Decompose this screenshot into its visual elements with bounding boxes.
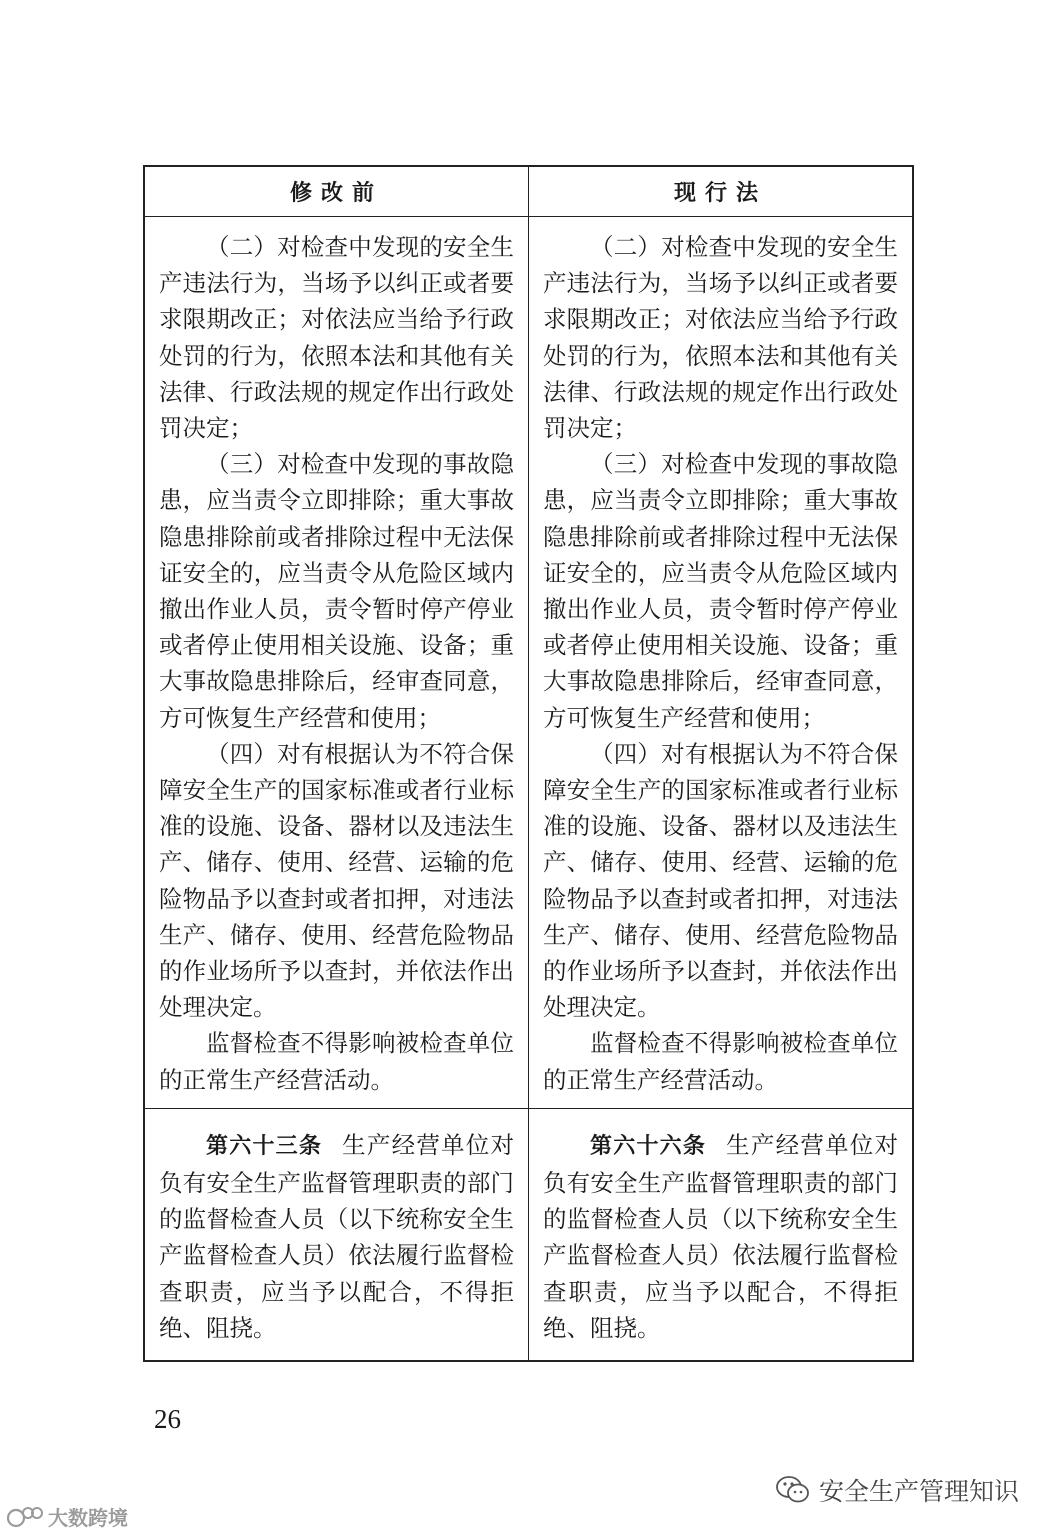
paragraph: （三）对检查中发现的事故隐患，应当责令立即排除；重大事故隐患排除前或者排除过程中无法保证安全的，应当责令从危险区域内撤出作业人员，责令暂时停产停业或者停止使用相关设施、设备；重大事故隐患排除后，经审查同意，方可恢复生产经营和使用； (543, 450, 898, 732)
page-number: 26 (154, 1404, 181, 1434)
paragraph: （三）对检查中发现的事故隐患，应当责令立即排除；重大事故隐患排除前或者排除过程中无法保证安全的，应当责令从危险区域内撤出作业人员，责令暂时停产停业或者停止使用相关设施、设备；重大事故隐患排除后，经审查同意，方可恢复生产经营和使用； (159, 450, 514, 732)
paragraph: （四）对有根据认为不符合保障安全生产的国家标准或者行业标准的设施、设备、器材以及违法生产、储存、使用、经营、运输的危险物品予以查封或者扣押，对违法生产、储存、使用、经营危险物品的作业场所予以查封，并依法作出处理决定。 (159, 739, 514, 1022)
paragraph: （二）对检查中发现的安全生产违法行为，当场予以纠正或者要求限期改正；对依法应当给予行政处罚的行为，依照本法和其他有关法律、行政法规的规定作出行政处罚决定； (159, 233, 514, 443)
cell-before (144, 1108, 529, 1361)
table-header-row (144, 166, 913, 217)
table-row (144, 217, 913, 1109)
article-text: 生产经营单位对负有安全生产监督管理职责的部门的监督检查人员（以下统称安全生产监督检查人员）依法履行监督检查职责，应当予以配合，不得拒绝、阻挠。 (543, 1130, 898, 1342)
header-current: 现行法 (529, 166, 914, 217)
comparison-table (143, 165, 914, 1362)
dashu-logo-icon (6, 1504, 44, 1530)
cell-before (144, 217, 529, 1109)
watermark-wechat (775, 1472, 1019, 1508)
article-number: 第六十六条 (590, 1133, 707, 1159)
paragraph: 监督检查不得影响被检查单位的正常生产经营活动。 (159, 1029, 514, 1094)
article-text: 生产经营单位对负有安全生产监督管理职责的部门的监督检查人员（以下统称安全生产监督检查人员）依法履行监督检查职责，应当予以配合，不得拒绝、阻挠。 (159, 1130, 514, 1342)
wechat-icon (775, 1475, 811, 1505)
paragraph: 监督检查不得影响被检查单位的正常生产经营活动。 (543, 1029, 898, 1094)
article-number: 第六十三条 (206, 1133, 323, 1159)
table-row (144, 1108, 913, 1361)
paragraph: （四）对有根据认为不符合保障安全生产的国家标准或者行业标准的设施、设备、器材以及违法生产、储存、使用、经营、运输的危险物品予以查封或者扣押，对违法生产、储存、使用、经营危险物品的作业场所予以查封，并依法作出处理决定。 (543, 739, 898, 1022)
cell-current (529, 217, 914, 1109)
cell-current (529, 1108, 914, 1361)
watermark-text: 安全生产管理知识 (818, 1477, 1019, 1506)
paragraph: （二）对检查中发现的安全生产违法行为，当场予以纠正或者要求限期改正；对依法应当给予行政处罚的行为，依照本法和其他有关法律、行政法规的规定作出行政处罚决定； (543, 233, 898, 443)
article-paragraph (543, 1127, 898, 1346)
article-paragraph (159, 1127, 514, 1346)
header-before: 修改前 (144, 166, 529, 217)
watermark-logo (6, 1502, 128, 1531)
watermark-logo-text: 大数跨境 (48, 1506, 128, 1530)
